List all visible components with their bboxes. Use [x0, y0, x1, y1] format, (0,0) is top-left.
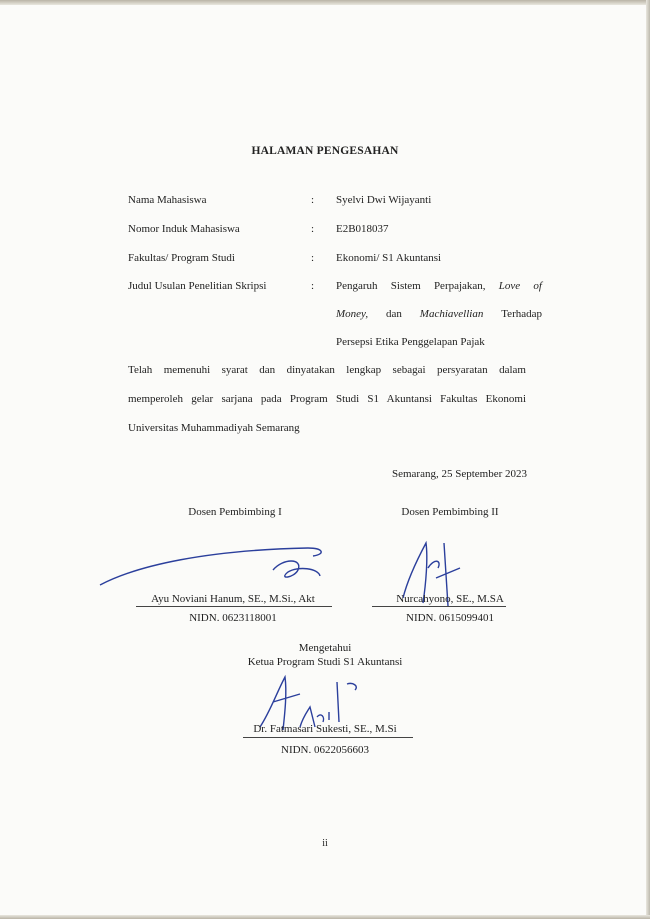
supervisor-2-nidn: NIDN. 0615099401 [406, 612, 494, 624]
thesis-word-italic: Money, [336, 308, 369, 320]
page-title: HALAMAN PENGESAHAN [251, 145, 399, 157]
supervisor-1-name: Ayu Noviani Hanum, SE., M.Si., Akt [151, 593, 315, 605]
field-value: Ekonomi/ S1 Akuntansi [336, 252, 442, 264]
thesis-word: Pengaruh [336, 280, 378, 292]
head-of-program-name: Dr. Fatmasari Sukesti, SE., M.Si [253, 723, 397, 735]
head-of-program-nidn: NIDN. 0622056603 [281, 744, 369, 756]
page-edge-right [646, 0, 650, 919]
supervisor-1-signature [98, 540, 328, 600]
field-value: E2B018037 [336, 223, 389, 235]
thesis-word-italic: Love [498, 280, 521, 292]
field-label: Nama Mahasiswa [128, 194, 207, 206]
thesis-word: Perpajakan, [433, 280, 486, 292]
thesis-title-line-2 [336, 308, 542, 320]
supervisor-2-signature-line [372, 606, 506, 607]
supervisor-2-role: Dosen Pembimbing II [401, 506, 499, 518]
field-label: Fakultas/ Program Studi [128, 252, 235, 264]
thesis-word: Persepsi Etika Penggelapan Pajak [336, 336, 485, 348]
thesis-word: Terhadap [501, 308, 542, 320]
field-label: Nomor Induk Mahasiswa [128, 223, 240, 235]
thesis-title-line-3 [336, 336, 542, 348]
page-number: ii [322, 838, 328, 849]
place-date: Semarang, 25 September 2023 [391, 468, 527, 480]
statement-line: Telah memenuhi syarat dan dinyatakan lengkap sebagai persyaratan dalam [128, 364, 526, 376]
supervisor-1-nidn: NIDN. 0623118001 [189, 612, 277, 624]
supervisor-1-role: Dosen Pembimbing I [188, 506, 282, 518]
field-colon: : [311, 280, 315, 292]
thesis-word-italic: Machiavellian [419, 308, 484, 320]
head-of-program-role: Ketua Program Studi S1 Akuntansi [247, 656, 403, 668]
statement-line: Universitas Muhammadiyah Semarang [128, 422, 300, 434]
thesis-word: Sistem [390, 280, 421, 292]
thesis-title-line-1 [336, 280, 542, 292]
supervisor-1-signature-line [136, 606, 332, 607]
field-colon: : [311, 194, 315, 206]
acknowledged-label: Mengetahui [298, 642, 352, 654]
page-edge-bottom [0, 915, 650, 919]
thesis-word: dan [385, 308, 402, 320]
thesis-word-italic: of [533, 280, 542, 292]
supervisor-2-name: Nurcahyono, SE., M.SA [396, 593, 504, 605]
field-label: Judul Usulan Penelitian Skripsi [128, 280, 267, 292]
head-of-program-signature-line [243, 737, 413, 738]
field-colon: : [311, 252, 315, 264]
page-edge-top [0, 0, 650, 5]
field-value: Syelvi Dwi Wijayanti [336, 194, 432, 206]
statement-line: memperoleh gelar sarjana pada Program Studi S1 Akuntansi Fakultas Ekonomi [128, 393, 526, 405]
field-colon: : [311, 223, 315, 235]
